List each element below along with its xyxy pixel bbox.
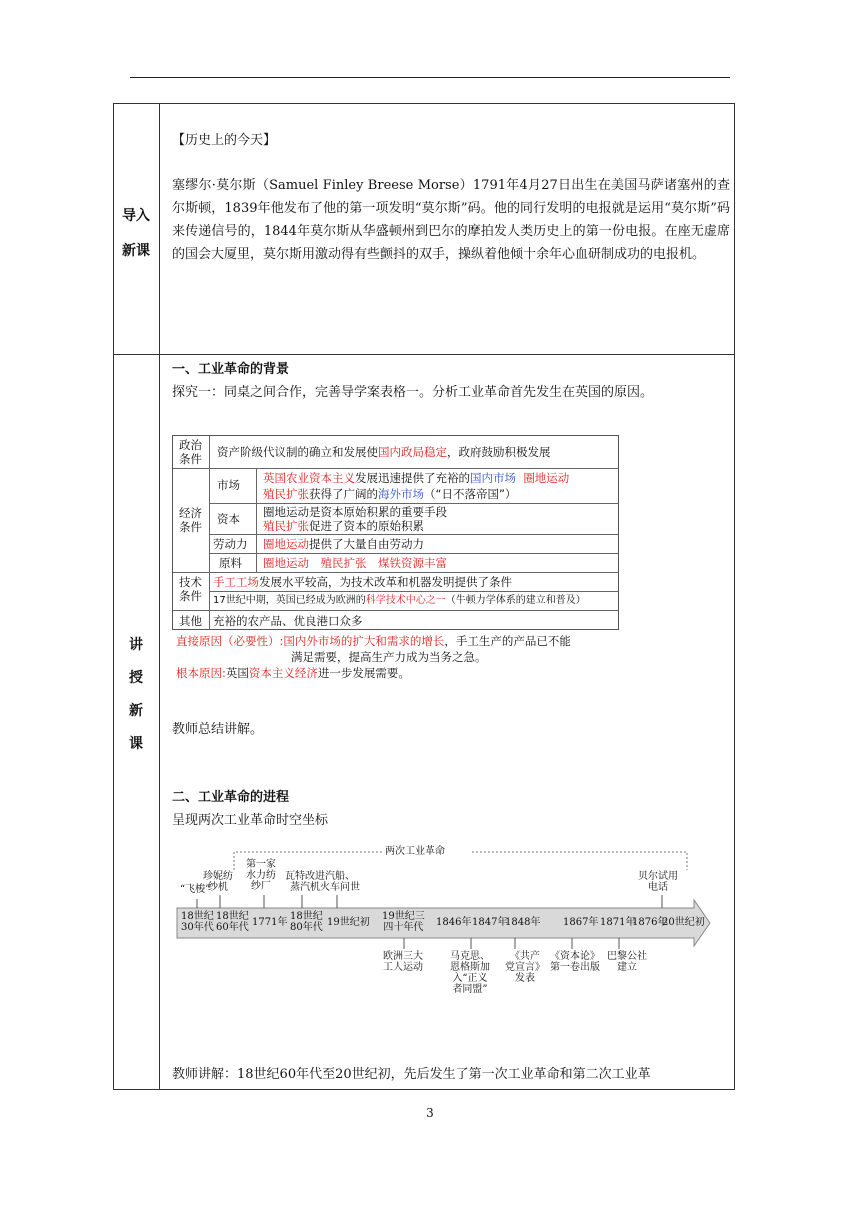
axis-label-1847: 1847年 — [472, 917, 508, 928]
axis-label-early-20c: 20世纪初 — [662, 917, 705, 928]
intro-heading: 【历史上的今天】 — [172, 133, 277, 148]
industrial-revolution-timeline — [172, 845, 717, 995]
market-line1: 英国农业资本主义发展迅速提供了充裕的国内市场 圈地运动 — [263, 471, 570, 485]
event-communist-manifesto: 《共产 党宣言》 发表 — [505, 951, 545, 984]
political-label: 政治 条件 — [179, 438, 202, 466]
event-das-kapital: 《资本论》 第一卷出版 — [550, 951, 600, 973]
section1-title: 一、工业革命的背景 — [172, 362, 290, 377]
row2-label-char4: 课 — [129, 736, 143, 752]
axis-label-1730s: 18世纪 30年代 — [181, 911, 214, 933]
economic-label: 经济 条件 — [179, 506, 202, 534]
other-text: 充裕的农产品、优良港口众多 — [213, 614, 363, 628]
material-label: 原料 — [219, 556, 242, 570]
capital-line2: 殖民扩张促进了资本的原始积累 — [263, 519, 424, 533]
axis-label-early-19c: 19世纪初 — [327, 917, 370, 928]
event-league-of-just: 马克思、 恩格斯加 入“正义 者同盟” — [450, 951, 490, 995]
axis-label-1830s-40s: 19世纪三 四十年代 — [382, 911, 425, 933]
section2-title: 二、工业革命的进程 — [172, 790, 290, 805]
axis-label-1876: 1876年 — [632, 917, 668, 928]
header-rule — [130, 77, 730, 78]
capital-label: 资本 — [217, 512, 240, 526]
tech-label: 技术 条件 — [179, 575, 202, 603]
row2-label-char3: 新 — [129, 703, 143, 719]
direct-cause-line2: 满足需要，提高生产力成为当务之急。 — [291, 650, 487, 664]
intro-paragraph: 塞缪尔·莫尔斯（Samuel Finley Breese Morse）1791年4月27日出生在美国马萨诸塞州的查尔斯顿，1839年他发布了他的第一项发明“莫尔斯”码。他的同行发明的电报就是运用“莫尔斯”码来传递信号的，1844年莫尔斯从华盛顿州到巴尔的摩拍发人类历史上的第一份电报。在座无虚席的国会大厦里，莫尔斯用激动得有些颤抖的双手，操纵着他倾十余年心血研制成功的电报机。 — [172, 178, 730, 262]
axis-label-1771: 1771年 — [252, 917, 288, 928]
event-steamboat-train: 汽船、 火车问世 — [320, 871, 360, 893]
row1-label-line2: 新课 — [122, 243, 150, 259]
row2-label-char2: 授 — [129, 670, 143, 686]
root-cause: 根本原因:英国资本主义经济进一步发展需要。 — [176, 666, 410, 680]
labor-text: 圈地运动提供了大量自由劳动力 — [263, 537, 424, 551]
row1-label-line1: 导入 — [122, 208, 150, 224]
teacher-explanation: 教师讲解：18世纪60年代至20世纪初，先后发生了第一次工业革命和第二次工业革 — [172, 1067, 651, 1082]
material-text: 圈地运动 殖民扩张 煤铁资源丰富 — [263, 556, 447, 570]
tech-line2: 17世纪中期，英国已经成为欧洲的科学技术中心之一（牛顿力学体系的建立和普及） — [213, 595, 586, 606]
conditions-table — [172, 435, 619, 630]
axis-label-1760s: 18世纪 60年代 — [216, 911, 249, 933]
event-bell-telephone: 贝尔试用 电话 — [638, 871, 678, 893]
other-label: 其他 — [179, 614, 202, 628]
event-watt-engine: 瓦特改进 蒸汽机 — [285, 871, 325, 893]
page-number: 3 — [426, 1106, 434, 1120]
axis-label-1846: 1846年 — [436, 917, 472, 928]
labor-label: 劳动力 — [213, 537, 248, 551]
event-spinning-jenny: 珍妮纺 纱机 — [203, 871, 233, 893]
axis-label-1867: 1867年 — [563, 917, 599, 928]
axis-label-1780s: 18世纪 80年代 — [290, 911, 323, 933]
event-water-mill: 第一家 水力纺 纱厂 — [246, 859, 276, 892]
event-workers-movements: 欧洲三大 工人运动 — [383, 951, 423, 973]
section1-task: 探究一：同桌之间合作，完善导学案表格一。分析工业革命首先发生在英国的原因。 — [172, 385, 654, 400]
axis-label-1848: 1848年 — [505, 917, 541, 928]
event-paris-commune: 巴黎公社 建立 — [607, 951, 647, 973]
direct-cause-line1: 直接原因（必要性）:国内外市场的扩大和需求的增长，手工生产的产品已不能 — [176, 634, 571, 648]
column-divider — [159, 103, 160, 1090]
market-line2: 殖民扩张获得了广阔的海外市场（“日不落帝国”） — [263, 487, 517, 501]
market-label: 市场 — [217, 478, 240, 492]
teacher-summary: 教师总结讲解。 — [172, 722, 264, 737]
event-flying-shuttle: “飞梭” — [180, 884, 211, 895]
row-divider — [113, 354, 735, 355]
row2-label-char1: 讲 — [129, 637, 143, 653]
bracket-label: 两次工业革命 — [382, 846, 448, 857]
capital-line1: 圈地运动是资本原始积累的重要手段 — [263, 505, 447, 519]
political-text: 资产阶级代议制的确立和发展使国内政局稳定，政府鼓励积极发展 — [217, 445, 551, 459]
axis-label-1871: 1871年 — [600, 917, 636, 928]
tech-line1: 手工工场发展水平较高，为技术改革和机器发明提供了条件 — [213, 575, 512, 589]
section2-subtitle: 呈现两次工业革命时空坐标 — [172, 813, 329, 828]
